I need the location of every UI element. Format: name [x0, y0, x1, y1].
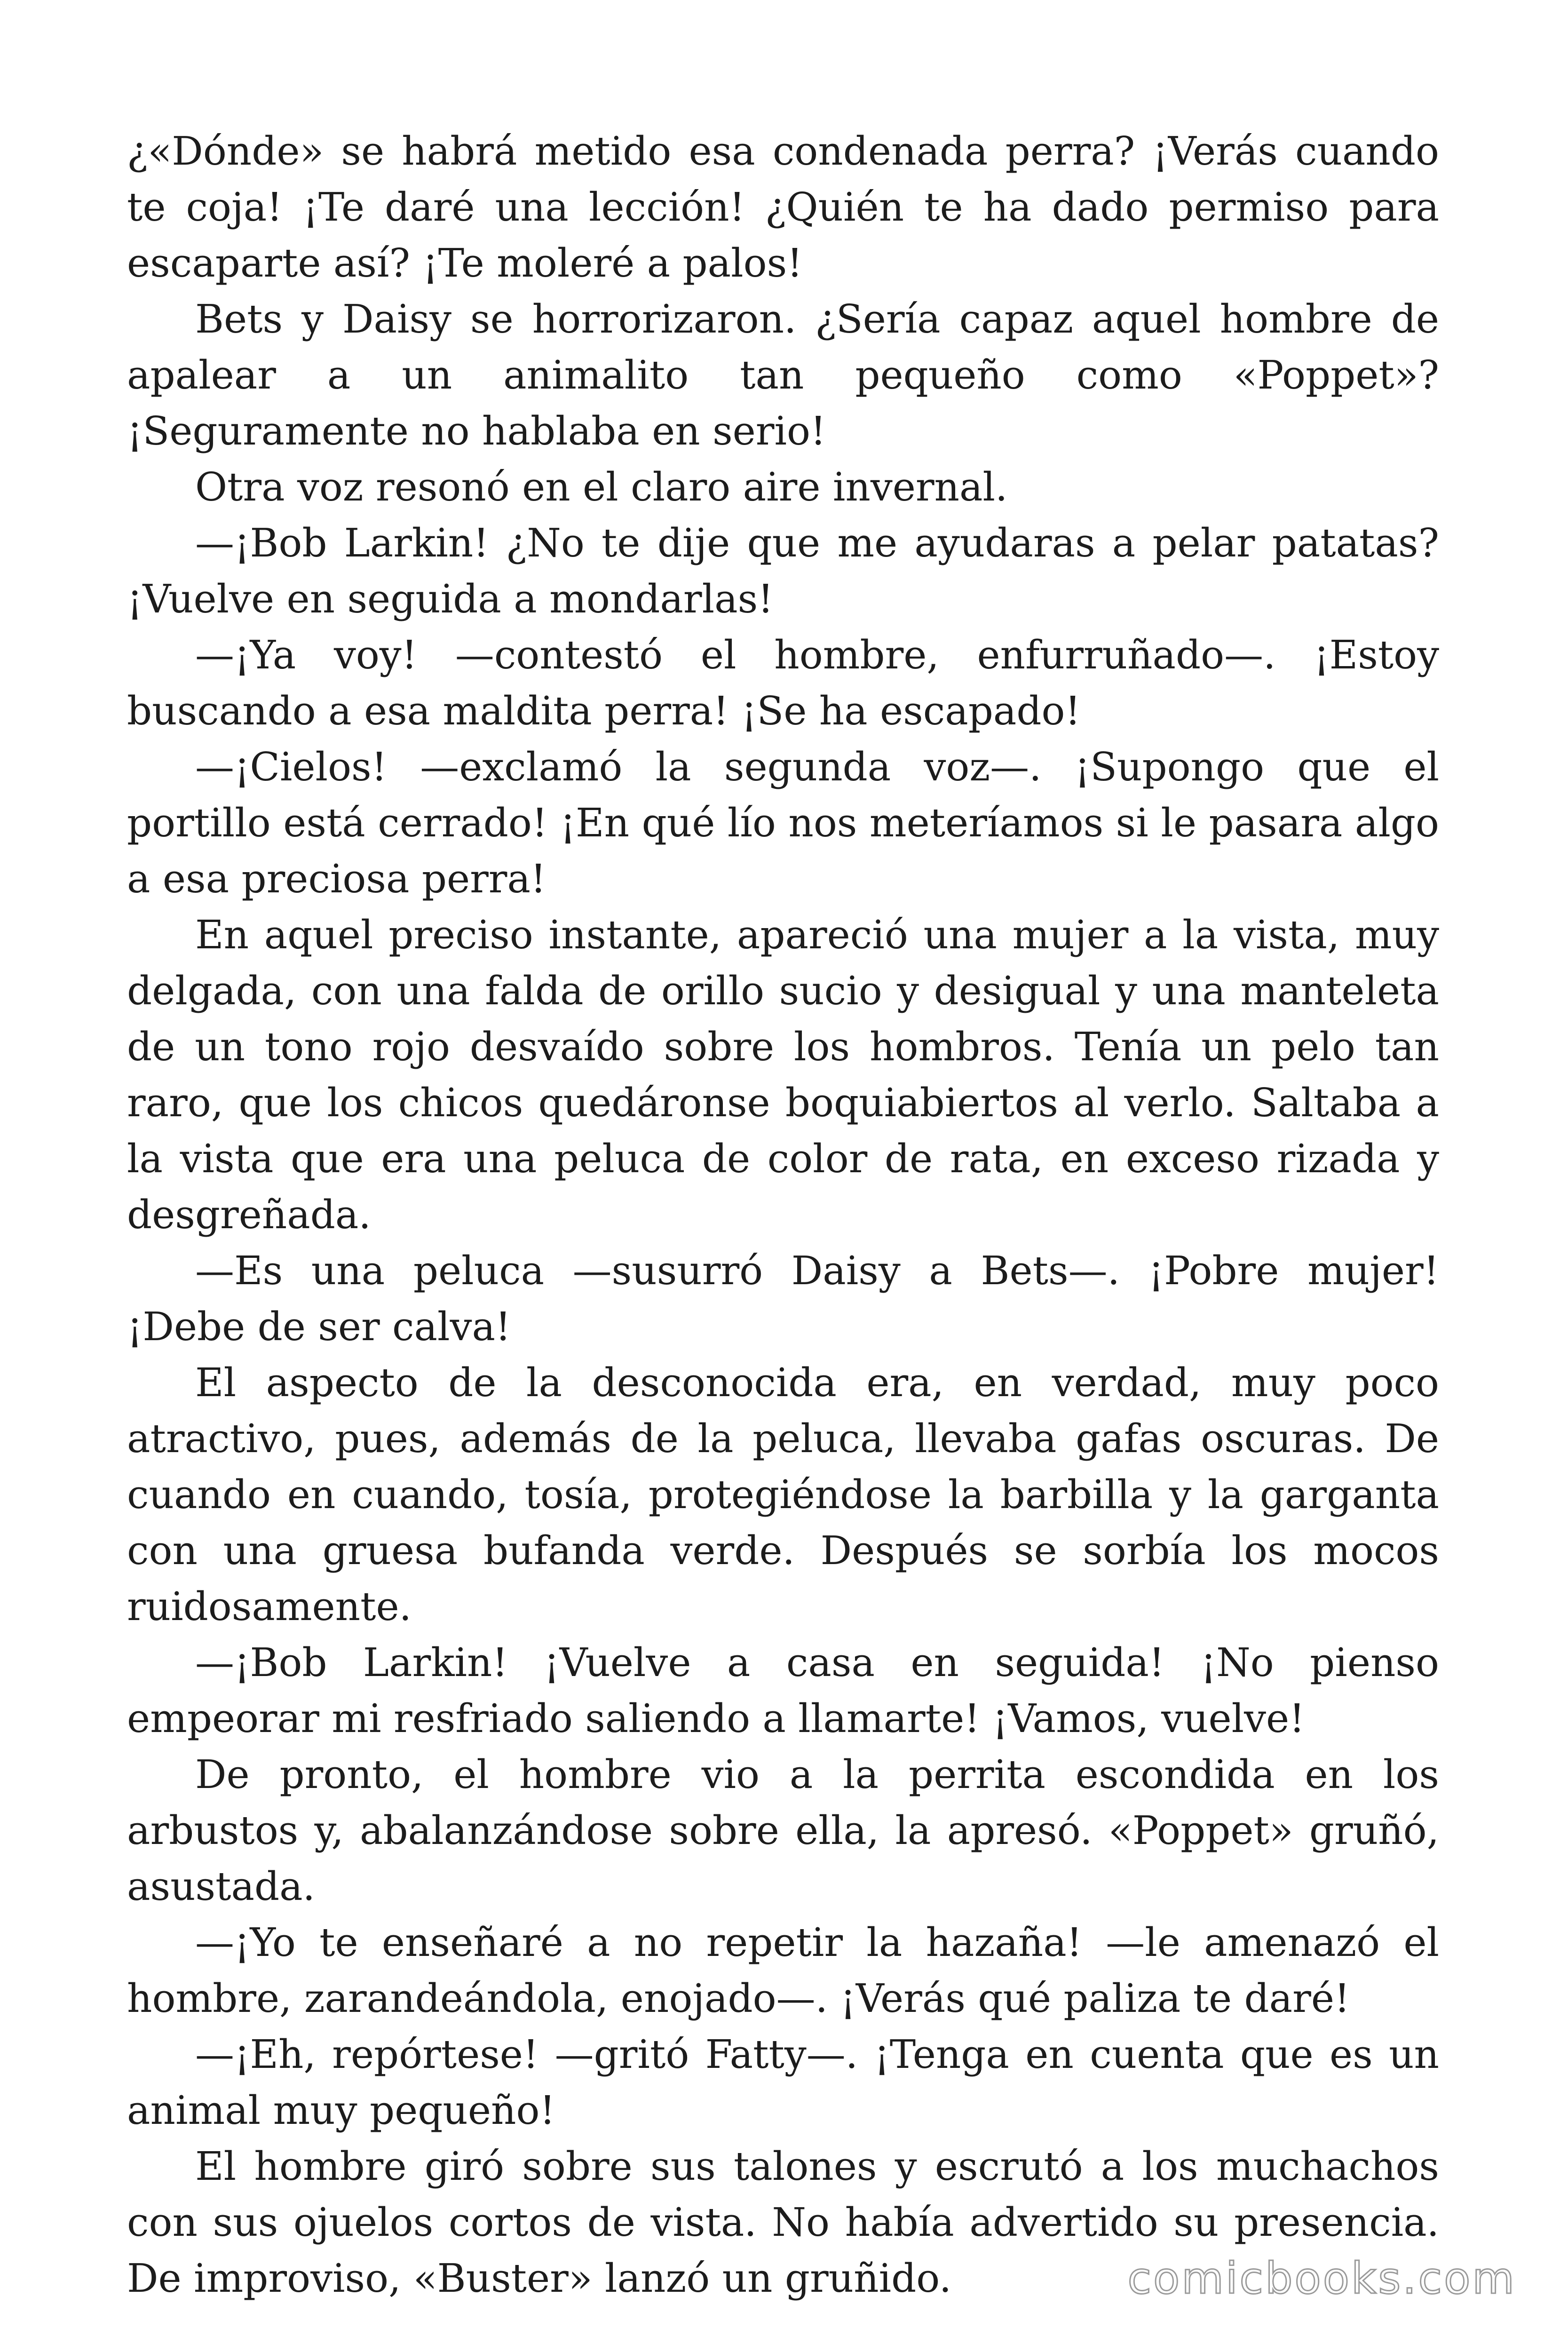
paragraph-4: —¡Bob Larkin! ¿No te dije que me ayudaras a pelar patatas? ¡Vuelve en seguida a mondarlas! — [127, 520, 1439, 622]
paragraph-6: —¡Cielos! —exclamó la segunda voz—. ¡Supongo que el portillo está cerrado! ¡En qué lío nos meteríamos si le pasara algo a esa preciosa perra! — [127, 744, 1439, 902]
paragraph-13: —¡Eh, repórtese! —gritó Fatty—. ¡Tenga en cuenta que es un animal muy pequeño! — [127, 2032, 1439, 2133]
paragraph-14: El hombre giró sobre sus talones y escrutó a los muchachos con sus ojuelos cortos de vista. No había advertido su presencia. De improviso, «Buster» lanzó un gruñido. — [127, 2144, 1439, 2301]
paragraph-12: —¡Yo te enseñaré a no repetir la hazaña! —le amenazó el hombre, zarandeándola, enojado—. ¡Verás qué paliza te daré! — [127, 1920, 1439, 2021]
paragraph-7: En aquel preciso instante, apareció una mujer a la vista, muy delgada, con una falda de orillo sucio y desigual y una manteleta de un tono rojo desvaído sobre los hombros. Tenía un pelo tan raro, que los chicos quedáronse boquiabiertos al verlo. Saltaba a la vista que era una peluca de color de rata, en exceso rizada y desgreñada. — [127, 912, 1439, 1238]
paragraph-8: —Es una peluca —susurró Daisy a Bets—. ¡Pobre mujer! ¡Debe de ser calva! — [127, 1248, 1439, 1350]
page-body — [127, 123, 1439, 2306]
paragraph-3: Otra voz resonó en el claro aire invernal. — [195, 464, 1008, 510]
watermark: comicbooks.com — [1127, 2253, 1516, 2304]
paragraph-11: De pronto, el hombre vio a la perrita escondida en los arbustos y, abalanzándose sobre ella, la apresó. «Poppet» gruñó, asustada. — [127, 1752, 1439, 1909]
paragraph-2: Bets y Daisy se horrorizaron. ¿Sería capaz aquel hombre de apalear a un animalito tan pequeño como «Poppet»? ¡Seguramente no hablaba en serio! — [127, 296, 1439, 454]
paragraph-9: El aspecto de la desconocida era, en verdad, muy poco atractivo, pues, además de la peluca, llevaba gafas oscuras. De cuando en cuando, tosía, protegiéndose la barbilla y la garganta con una gruesa bufanda verde. Después se sorbía los mocos ruidosamente. — [127, 1360, 1439, 1629]
paragraph-1: ¿«Dónde» se habrá metido esa condenada perra? ¡Verás cuando te coja! ¡Te daré una lección! ¿Quién te ha dado permiso para escaparte así? ¡Te moleré a palos! — [127, 128, 1439, 286]
paragraph-10: —¡Bob Larkin! ¡Vuelve a casa en seguida! ¡No pienso empeorar mi resfriado saliendo a llamarte! ¡Vamos, vuelve! — [127, 1640, 1439, 1741]
paragraph-5: —¡Ya voy! —contestó el hombre, enfurruñado—. ¡Estoy buscando a esa maldita perra! ¡Se ha escapado! — [127, 632, 1439, 734]
